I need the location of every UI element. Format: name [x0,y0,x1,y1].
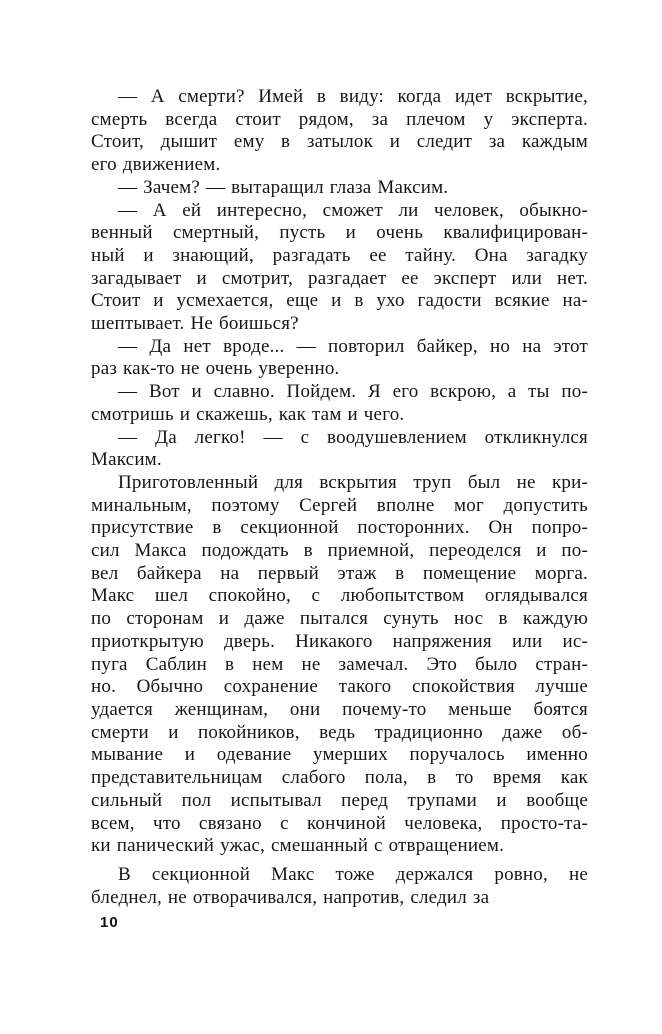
paragraph [91,177,588,200]
text-line: ный и знающий, разгадать ее тайну. Она загадку [91,244,588,266]
paragraph [91,200,588,336]
text-line: минальным, поэтому Сергей вполне мог допустить [91,494,588,516]
page-number: 10 [100,914,119,931]
text-line: шептывает. Не боишься? [91,313,299,335]
text-line: загадывает и смотрит, разгадает ее эксперт или нет. [91,267,588,289]
text-line: раз как-то не очень уверенно. [91,358,340,380]
text-line: приоткрытую дверь. Никакого напряжения или ис- [91,630,588,652]
text-line: бледнел, не отворачивался, напротив, следил за [91,886,490,908]
paragraph [91,427,588,472]
text-line: представительницам слабого пола, в то время как [91,767,588,789]
text-line: всем, что связано с кончиной человека, просто-та- [91,812,588,834]
text-line: смерти и покойников, ведь традиционно даже об- [91,721,588,743]
text-line: присутствие в секционной посторонних. Он попро- [91,517,588,539]
text-line: Макс шел спокойно, с любопытством оглядывался [91,585,588,607]
text-line: его движением. [91,154,221,176]
text-line: сил Макса подождать в приемной, переоделся и по- [91,540,588,562]
text-line: Стоит, дышит ему в затылок и следит за каждым [91,131,588,153]
paragraph [91,472,588,858]
paragraph [91,86,588,177]
text-line: Стоит и усмехается, еще и в ухо гадости всякие на- [91,290,588,312]
text-line: — Да нет вроде... — повторил байкер, но на этот [118,335,588,357]
text-line: венный смертный, пусть и очень квалифицирован- [91,222,588,244]
text-line: пуга Саблин в нем не замечал. Это было стран- [91,653,588,675]
paragraph [91,381,588,426]
text-line: — Зачем? — вытаращил глаза Максим. [118,176,449,198]
text-line: — А смерти? Имей в виду: когда идет вскрытие, [118,86,588,107]
paragraph [91,336,588,381]
text-line: смерть всегда стоит рядом, за плечом у эксперта. [91,108,588,130]
text-line: по сторонам и даже пытался сунуть нос в каждую [91,608,588,630]
paragraph [91,864,588,909]
text-line: ки панический ужас, смешанный с отвращением. [91,835,505,857]
text-line: мывание и одевание умерших поручалось именно [91,744,588,766]
text-line: — А ей интересно, сможет ли человек, обыкно- [118,199,588,221]
text-line: смотришь и скажешь, как там и чего. [91,403,405,425]
text-line: сильный пол испытывал перед трупами и вообще [91,789,588,811]
text-block [91,86,588,909]
text-line: удается женщинам, они почему-то меньше боятся [91,698,588,720]
text-line: В секционной Макс тоже держался ровно, не [118,863,588,885]
text-line: — Да легко! — с воодушевлением откликнулся [118,426,588,448]
text-line: вел байкера на первый этаж в помещение морга. [91,562,588,584]
text-line: — Вот и славно. Пойдем. Я его вскрою, а ты по- [118,381,588,403]
text-line: Максим. [91,449,162,471]
text-line: Приготовленный для вскрытия труп был не кри- [118,471,588,493]
text-line: но. Обычно сохранение такого спокойствия лучше [91,676,588,698]
